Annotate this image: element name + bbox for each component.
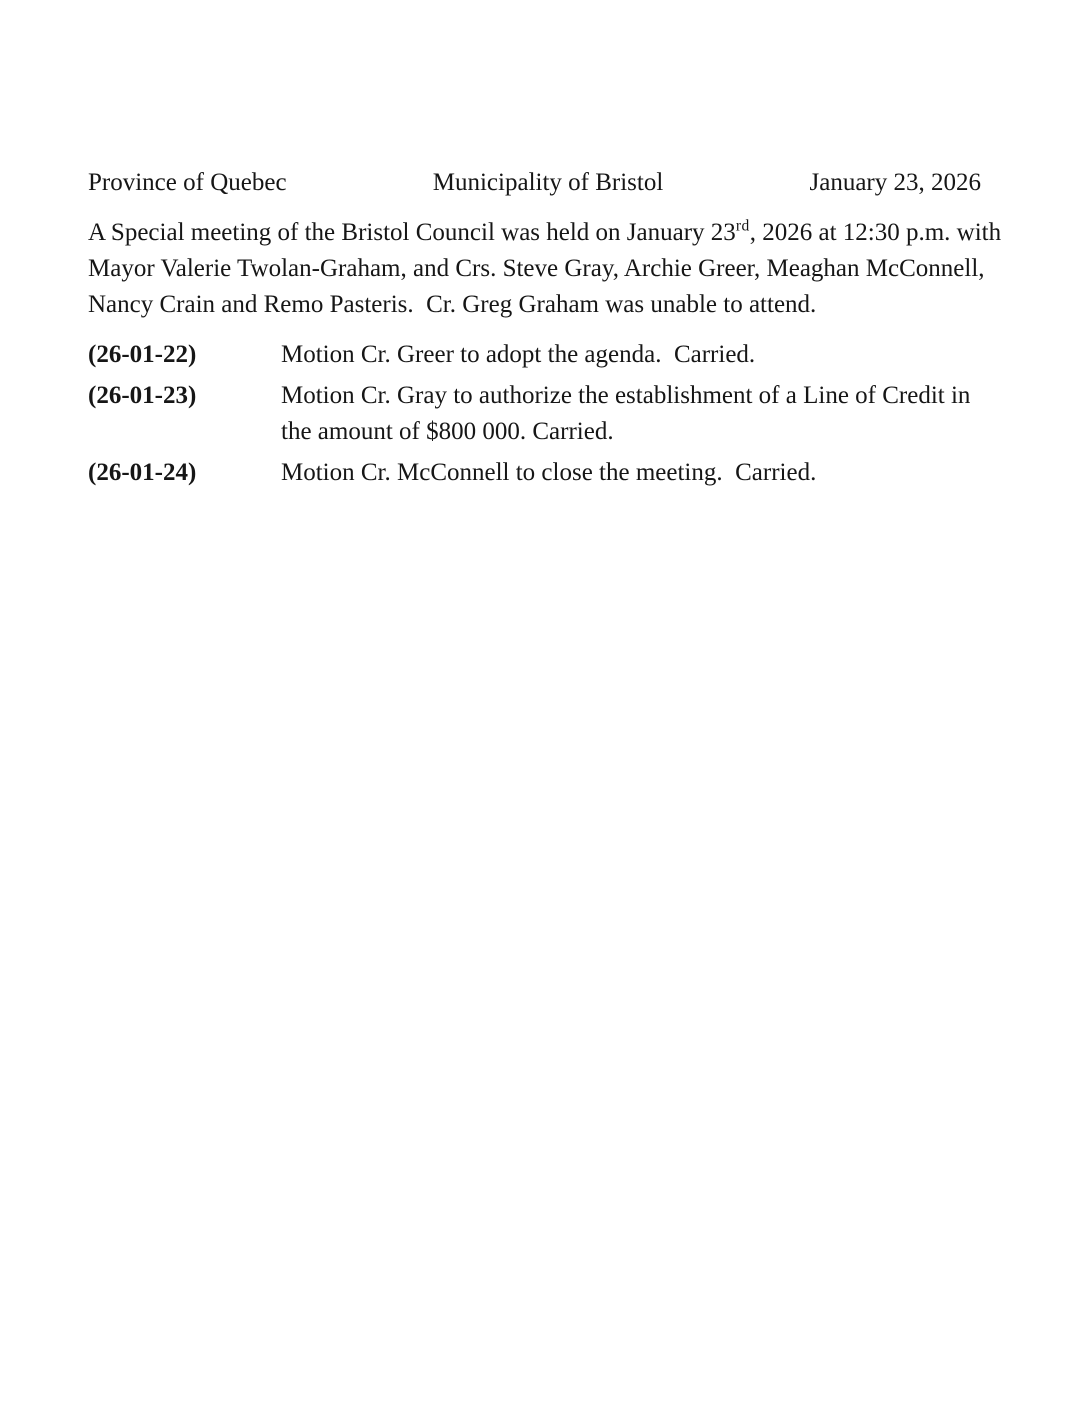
ordinal-superscript: rd [735,217,750,235]
intro-paragraph [88,215,1009,323]
motion-text: Motion Cr. Gray to authorize the establishment of a Line of Credit in the amount of $800 000. Carried. [281,382,977,445]
header-date: January 23, 2026 [809,169,981,196]
motion-row [88,337,1008,373]
motion-number: (26-01-24) [88,459,197,486]
motion-row [88,378,1008,450]
intro-text-before: A Special meeting of the Bristol Council was held on January 23 [88,219,736,246]
motion-row [88,455,1008,491]
motion-text: Motion Cr. McConnell to close the meeting. Carried. [281,459,817,486]
motion-number: (26-01-22) [88,341,197,368]
motion-text: Motion Cr. Greer to adopt the agenda. Carried. [281,341,756,368]
motion-number: (26-01-23) [88,382,197,409]
document-header [88,165,981,201]
motion-list [88,337,1008,491]
header-province: Province of Quebec [88,169,287,196]
intro-text-after: , 2026 at 12:30 p.m. with Mayor Valerie Twolan-Graham, and Crs. Steve Gray, Archie Greer, Meaghan McConnell, Nancy Crain and Remo Pasteris. Cr. Greg Graham was unable to attend. [88,219,1008,318]
header-municipality: Municipality of Bristol [432,169,664,196]
